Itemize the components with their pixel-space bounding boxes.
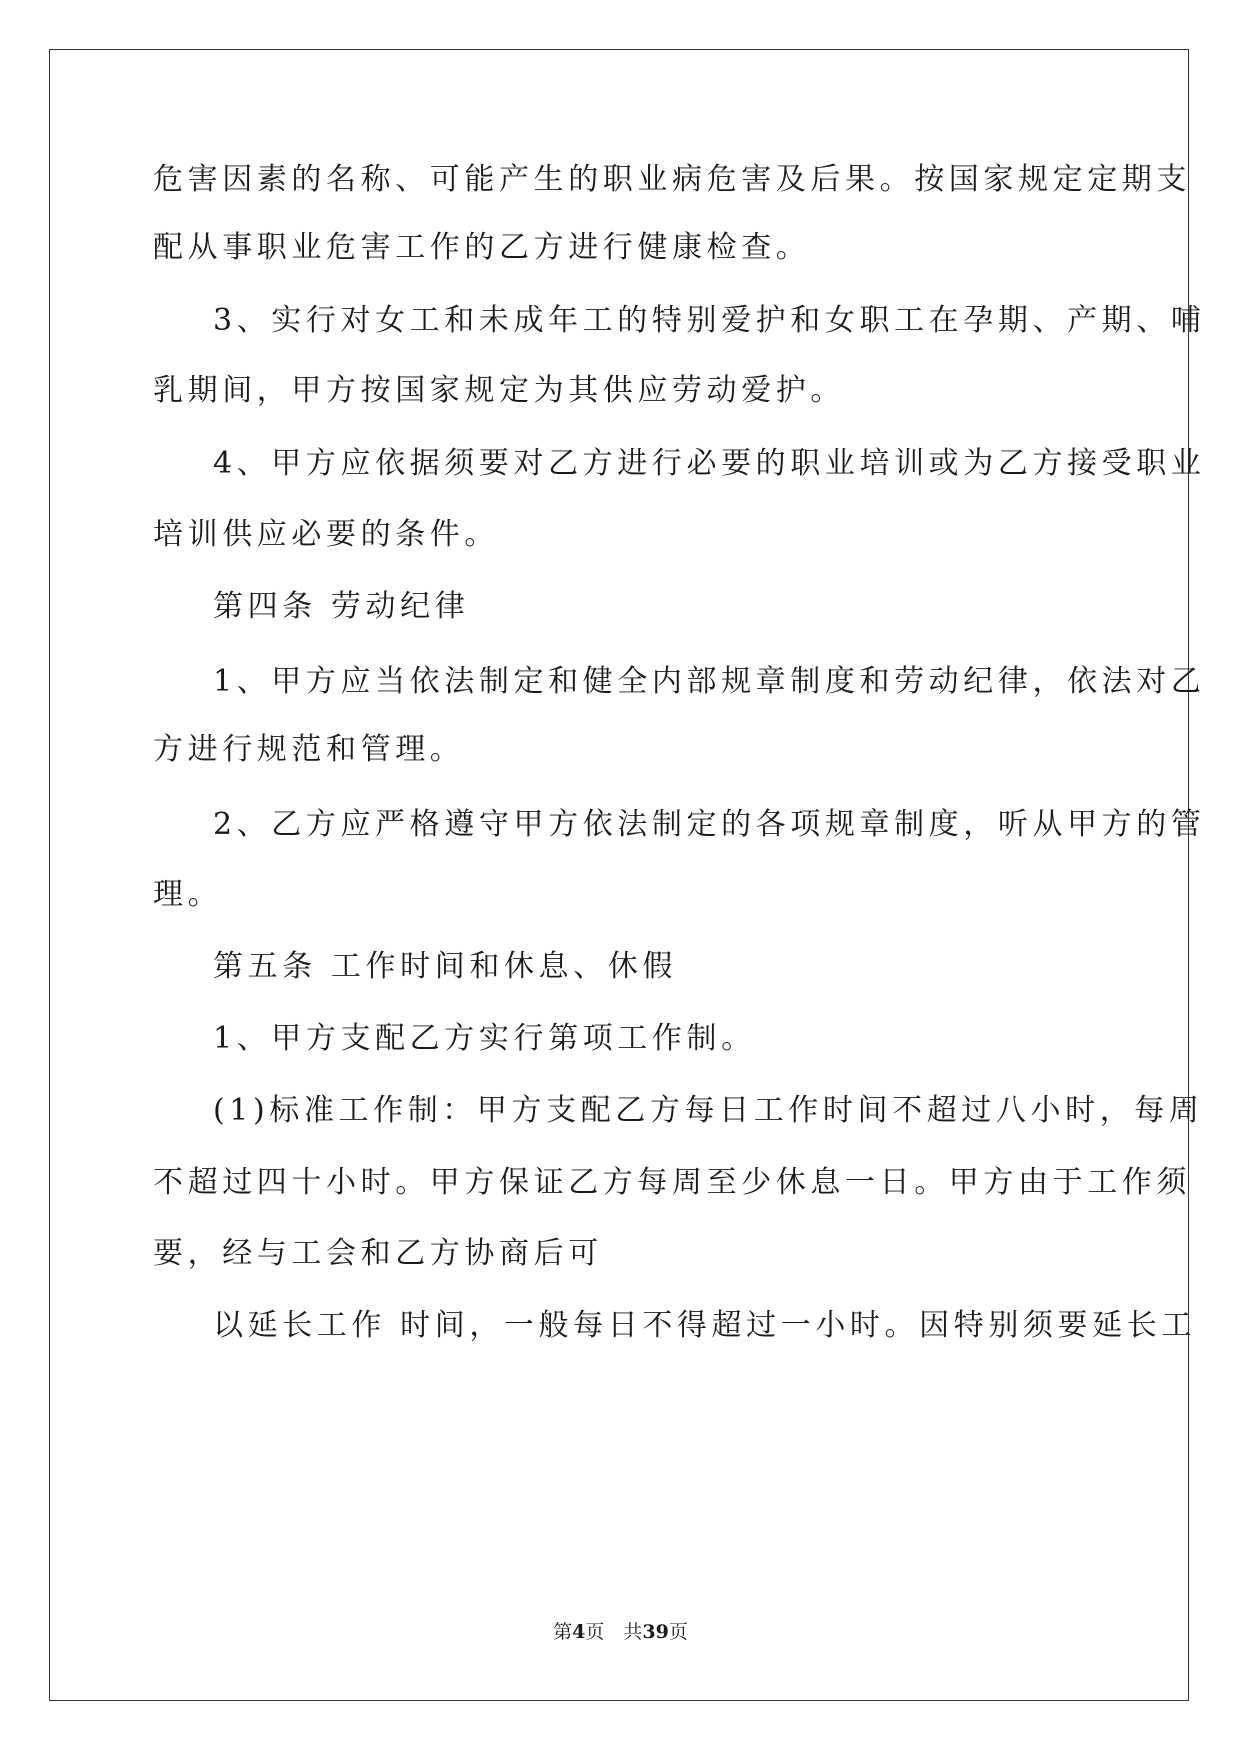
text-line: 危害因素的名称、可能产生的职业病危害及后果。按国家规定定期支 [153, 162, 1191, 197]
text-line: 配从事职业危害工作的乙方进行健康检查。 [153, 230, 811, 265]
text-line: 不超过四十小时。甲方保证乙方每周至少休息一日。甲方由于工作须 [153, 1165, 1191, 1200]
section-heading: 第五条 工作时间和休息、休假 [213, 949, 677, 984]
text-line: 4、甲方应依据须要对乙方进行必要的职业培训或为乙方接受职业 [213, 446, 1206, 481]
current-page-number: 4 [572, 1621, 586, 1643]
footer-middle: 页 共 [585, 1621, 643, 1643]
page-footer [0, 1620, 1241, 1644]
text-line: 要，经与工会和乙方协商后可 [153, 1236, 603, 1271]
text-line: 2、乙方应严格遵守甲方依法制定的各项规章制度，听从甲方的管 [213, 807, 1206, 842]
text-line: 方进行规范和管理。 [153, 732, 465, 767]
text-line: 1、甲方支配乙方实行第项工作制。 [213, 1021, 756, 1056]
text-line: 乳期间，甲方按国家规定为其供应劳动爱护。 [153, 373, 845, 408]
footer-suffix: 页 [668, 1621, 688, 1643]
text-line: (1)标准工作制：甲方支配乙方每日工作时间不超过八小时，每周 [213, 1093, 1204, 1128]
total-page-count: 39 [642, 1621, 669, 1643]
footer-prefix: 第 [553, 1621, 573, 1643]
text-line: 1、甲方应当依法制定和健全内部规章制度和劳动纪律，依法对乙 [213, 664, 1206, 699]
text-line: 培训供应必要的条件。 [153, 517, 499, 552]
text-line: 理。 [153, 877, 223, 912]
text-line: 3、实行对女工和未成年工的特别爱护和女职工在孕期、产期、哺 [213, 303, 1206, 338]
section-heading: 第四条 劳动纪律 [213, 589, 470, 624]
text-line: 以延长工作 时间，一般每日不得超过一小时。因特别须要延长工 [213, 1308, 1196, 1343]
